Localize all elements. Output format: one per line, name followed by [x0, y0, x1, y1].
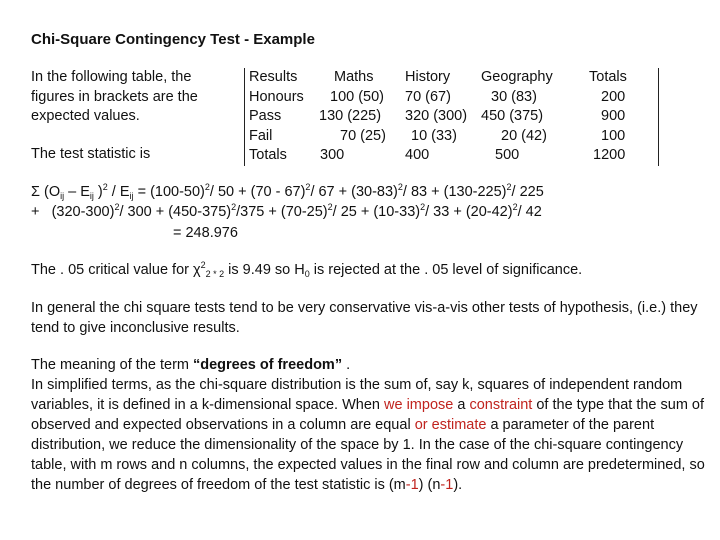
critical-value-text: The . 05 critical value for $\chi^2_{2 * 2}$ is 9.49 so $H_0$ is rejected at the . 05 level of significance.	[31, 260, 583, 279]
table-cell: 320 (300)	[405, 108, 468, 124]
table-row-label: Fail	[249, 127, 273, 144]
table-cell: 400	[405, 147, 430, 163]
formula-result: = 248.976	[173, 225, 238, 241]
meaning-heading: The meaning of the term “degrees of freedom” .	[31, 357, 351, 373]
table-cell: 30 (83)	[491, 88, 537, 105]
degrees-of-freedom-term: “degrees of freedom”	[193, 357, 343, 373]
table-header: Totals	[589, 69, 627, 85]
table-cell: 100	[601, 127, 626, 144]
table-cell: 1200	[593, 147, 626, 163]
intro-text: In the following table, the figures in brackets are the expected values.	[31, 69, 198, 124]
table-row-label: Pass	[249, 108, 282, 124]
table-cell: 10 (33)	[411, 127, 457, 144]
page-title: Chi-Square Contingency Test - Example	[31, 31, 315, 48]
table-cell: 450 (375)	[481, 108, 544, 124]
chi-symbol: χ	[193, 262, 201, 278]
table-cell: 900	[601, 108, 626, 124]
formula-line-2: + $(320-300)^2/$ $300 + (450-375)^2/375 + (70-25)^2/$ $25 + (10-33)^2/$ $33 + (20-42)^2/$ 42	[31, 202, 542, 220]
table-cell: 200	[601, 88, 626, 105]
sigma-symbol: Σ	[31, 184, 40, 200]
general-paragraph: In general the chi square tests tend to be very conservative vis-a-vis other tests of hypothesis, (i.e.) they tend to give inconclusive results.	[31, 300, 698, 336]
formula-line-1: Σ ($O_{ij} - E_{ij}$ )$^2 / E_{ij} = (100-50)^2/$ 50 + (70 - 67)$^2$/ $67 + (30-83)^2/$ $83 + (130-225)^2/$ 225	[31, 182, 544, 201]
table-cell: 70 (67)	[405, 88, 451, 105]
table-cell: 20 (42)	[501, 127, 547, 144]
table-header: History	[405, 69, 451, 85]
table-cell: 300	[320, 147, 345, 163]
table-cell: 130 (225)	[319, 108, 382, 124]
table-header: Results	[249, 69, 298, 85]
contingency-table	[244, 68, 659, 166]
simplified-paragraph: In simplified terms, as the chi-square distribution is the sum of, say k, squares of independent random variables, it is defined in a k-dimensional space. When we impose a constraint of the type that the sum of observed and expected observations in a column are equal or estimate a parameter of the parent distribution, we reduce the dimensionality of the space by 1. In the case of the chi-square contingency table, with m rows and n columns, the expected values in the final row and column are predetermined, so the number of degrees of freedom of the test statistic is (m-1) (n-1).	[31, 377, 705, 493]
table-cell: 70 (25)	[340, 127, 386, 144]
table-row-label: Totals	[249, 147, 287, 163]
table-header: Geography	[481, 69, 553, 85]
table-header: Maths	[334, 69, 374, 85]
test-statistic-label: The test statistic is	[31, 146, 151, 162]
table-cell: 500	[495, 147, 520, 163]
table-row-label: Honours	[249, 88, 304, 105]
table-cell: 100 (50)	[330, 88, 385, 105]
